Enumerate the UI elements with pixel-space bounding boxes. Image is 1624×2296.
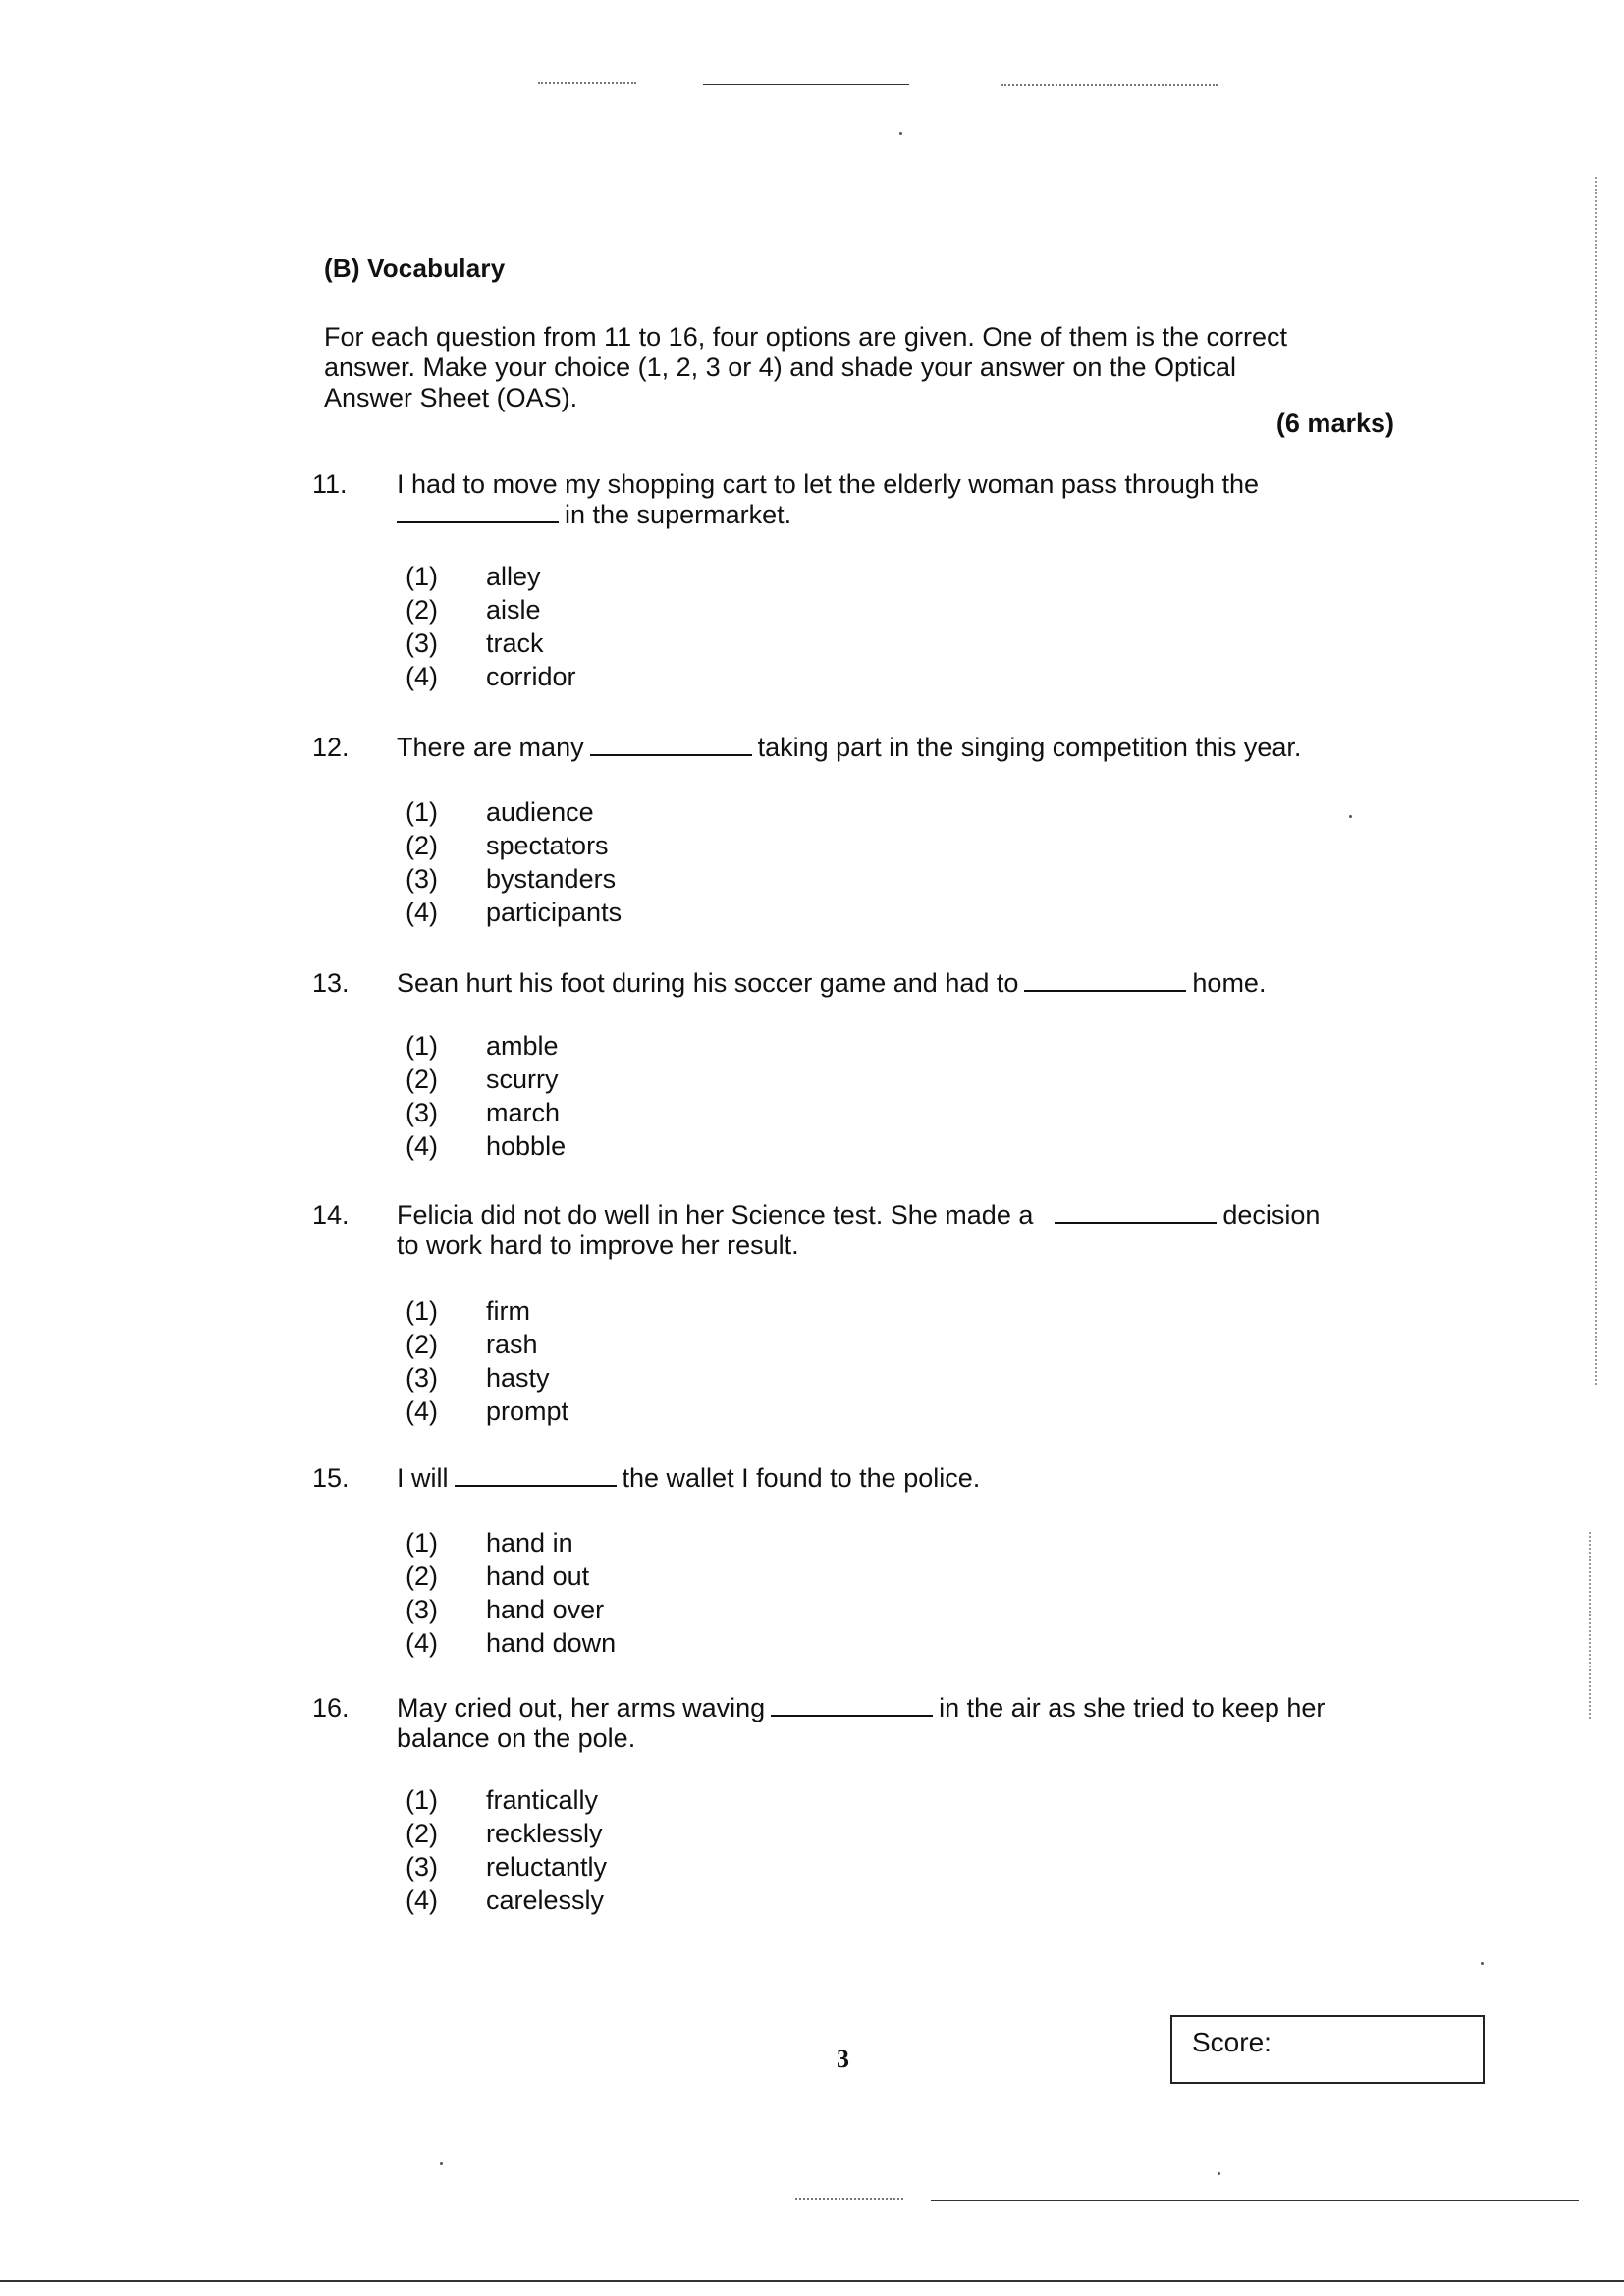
question-text-part: There are many [397,733,584,762]
option-number: (2) [406,1561,438,1591]
option-text: corridor [486,662,576,691]
option-number: (4) [406,898,438,927]
answer-blank [771,1693,933,1717]
question-line [397,1463,1408,1494]
scan-speck [1218,2172,1220,2175]
options-list [406,1029,566,1163]
option-item [406,1817,607,1850]
question-line [397,500,1408,530]
instructions [324,322,1394,413]
option-item [406,1294,568,1328]
question-number: 11. [312,469,348,499]
option-number: (4) [406,1886,438,1915]
question-line [397,733,1408,763]
option-text: prompt [486,1396,569,1426]
option-item [406,1884,607,1917]
option-number: (2) [406,1065,438,1094]
question-number: 12. [312,733,350,762]
option-item [406,593,576,627]
question-number: 16. [312,1693,350,1722]
option-text: hand down [486,1628,617,1658]
option-item [406,1096,566,1129]
option-number: (3) [406,1595,438,1624]
instructions-line: Answer Sheet (OAS). [324,383,578,412]
page-number: 3 [837,2045,849,2073]
question-text [397,1463,1408,1494]
scan-speck [1481,1962,1484,1965]
question-text-part: May cried out, her arms waving [397,1693,766,1722]
option-text: spectators [486,831,609,860]
option-item [406,1328,568,1361]
question-text-part: I had to move my shopping cart to let the elderly woman pass through the [397,469,1259,499]
options-list [406,1294,568,1428]
option-text: participants [486,898,623,927]
option-number: (1) [406,1528,438,1558]
option-number: (1) [406,1785,438,1815]
score-box [1170,2015,1485,2084]
section-title: (B) Vocabulary [324,253,506,283]
question-text-part: home. [1192,968,1267,998]
question-text [397,1693,1408,1754]
question-text [397,968,1408,999]
option-text: track [486,629,544,658]
option-text: hand in [486,1528,573,1558]
options-list [406,795,622,929]
option-text: amble [486,1031,559,1061]
question-text [397,1200,1408,1261]
question-text-part: in the air as she tried to keep her [939,1693,1326,1722]
option-number: (3) [406,629,438,658]
option-item [406,1526,616,1559]
option-text: rash [486,1330,538,1359]
option-text: hand out [486,1561,590,1591]
option-text: audience [486,797,594,827]
question-number: 14. [312,1200,350,1230]
option-number: (1) [406,797,438,827]
answer-blank [1024,968,1186,992]
scan-artifact-right-edge [1595,177,1597,1385]
answer-blank [590,733,752,756]
option-number: (4) [406,1628,438,1658]
question-line [397,1200,1408,1230]
options-list [406,1783,607,1917]
option-text: march [486,1098,561,1127]
option-item [406,1593,616,1626]
option-item [406,660,576,693]
question-line [397,1693,1408,1723]
option-item [406,896,622,929]
question-text-part: Sean hurt his foot during his soccer game and had to [397,968,1019,998]
option-number: (3) [406,1098,438,1127]
question-text-part: the wallet I found to the police. [622,1463,981,1493]
option-item [406,829,622,862]
option-number: (3) [406,864,438,894]
answer-blank [455,1463,617,1487]
option-number: (1) [406,1031,438,1061]
scan-artifact-bottom-3 [0,2280,1624,2282]
option-text: hand over [486,1595,605,1624]
question-text [397,469,1408,530]
option-item [406,1361,568,1394]
option-number: (3) [406,1363,438,1393]
option-item [406,560,576,593]
option-number: (2) [406,1330,438,1359]
option-item [406,627,576,660]
question-number: 13. [312,968,350,998]
option-text: hobble [486,1131,567,1161]
option-number: (2) [406,1819,438,1848]
option-item [406,1850,607,1884]
score-label: Score: [1192,2027,1272,2057]
marks-total: (6 marks) [1275,409,1394,438]
option-item [406,862,622,896]
instructions-line: answer. Make your choice (1, 2, 3 or 4) and shade your answer on the Optical [324,353,1236,382]
option-text: alley [486,562,541,591]
scan-artifact-right-edge-2 [1589,1532,1591,1719]
question-text-part: to work hard to improve her result. [397,1230,799,1260]
option-item [406,1626,616,1660]
option-text: recklessly [486,1819,603,1848]
option-number: (2) [406,831,438,860]
question-text-part: I will [397,1463,449,1493]
scan-artifact-top-3 [1001,84,1218,86]
instructions-line: For each question from 11 to 16, four options are given. One of them is the correct [324,322,1288,352]
answer-blank [397,500,559,523]
option-item [406,795,622,829]
options-list [406,1526,616,1660]
question-text-part: Felicia did not do well in her Science test. She made a [397,1200,1034,1230]
question-text-part: in the supermarket. [565,500,792,529]
options-list [406,560,576,693]
option-text: frantically [486,1785,599,1815]
option-number: (1) [406,562,438,591]
scan-artifact-top-1 [538,82,636,84]
question-line [397,1230,1408,1261]
option-text: firm [486,1296,530,1326]
option-text: reluctantly [486,1852,608,1882]
option-number: (1) [406,1296,438,1326]
option-number: (3) [406,1852,438,1882]
scan-speck [899,132,902,135]
answer-blank [1055,1200,1217,1224]
question-line [397,968,1408,999]
option-item [406,1394,568,1428]
option-text: hasty [486,1363,550,1393]
question-text-part: taking part in the singing competition this year. [757,733,1302,762]
option-text: aisle [486,595,541,625]
option-item [406,1783,607,1817]
option-item [406,1559,616,1593]
option-text: scurry [486,1065,559,1094]
option-item [406,1129,566,1163]
option-text: carelessly [486,1886,605,1915]
question-text [397,733,1408,763]
option-number: (4) [406,1396,438,1426]
scan-artifact-bottom-1 [795,2198,903,2200]
option-item [406,1029,566,1063]
question-line [397,469,1408,500]
question-line [397,1723,1408,1754]
question-text-part: decision [1222,1200,1321,1230]
scan-artifact-top-2 [703,84,909,85]
option-number: (2) [406,595,438,625]
option-item [406,1063,566,1096]
question-text-part: balance on the pole. [397,1723,636,1753]
scan-speck [1349,815,1352,818]
option-number: (4) [406,1131,438,1161]
scan-artifact-bottom-2 [931,2200,1579,2201]
scan-speck [440,2162,443,2165]
question-number: 15. [312,1463,350,1493]
option-number: (4) [406,662,438,691]
option-text: bystanders [486,864,617,894]
